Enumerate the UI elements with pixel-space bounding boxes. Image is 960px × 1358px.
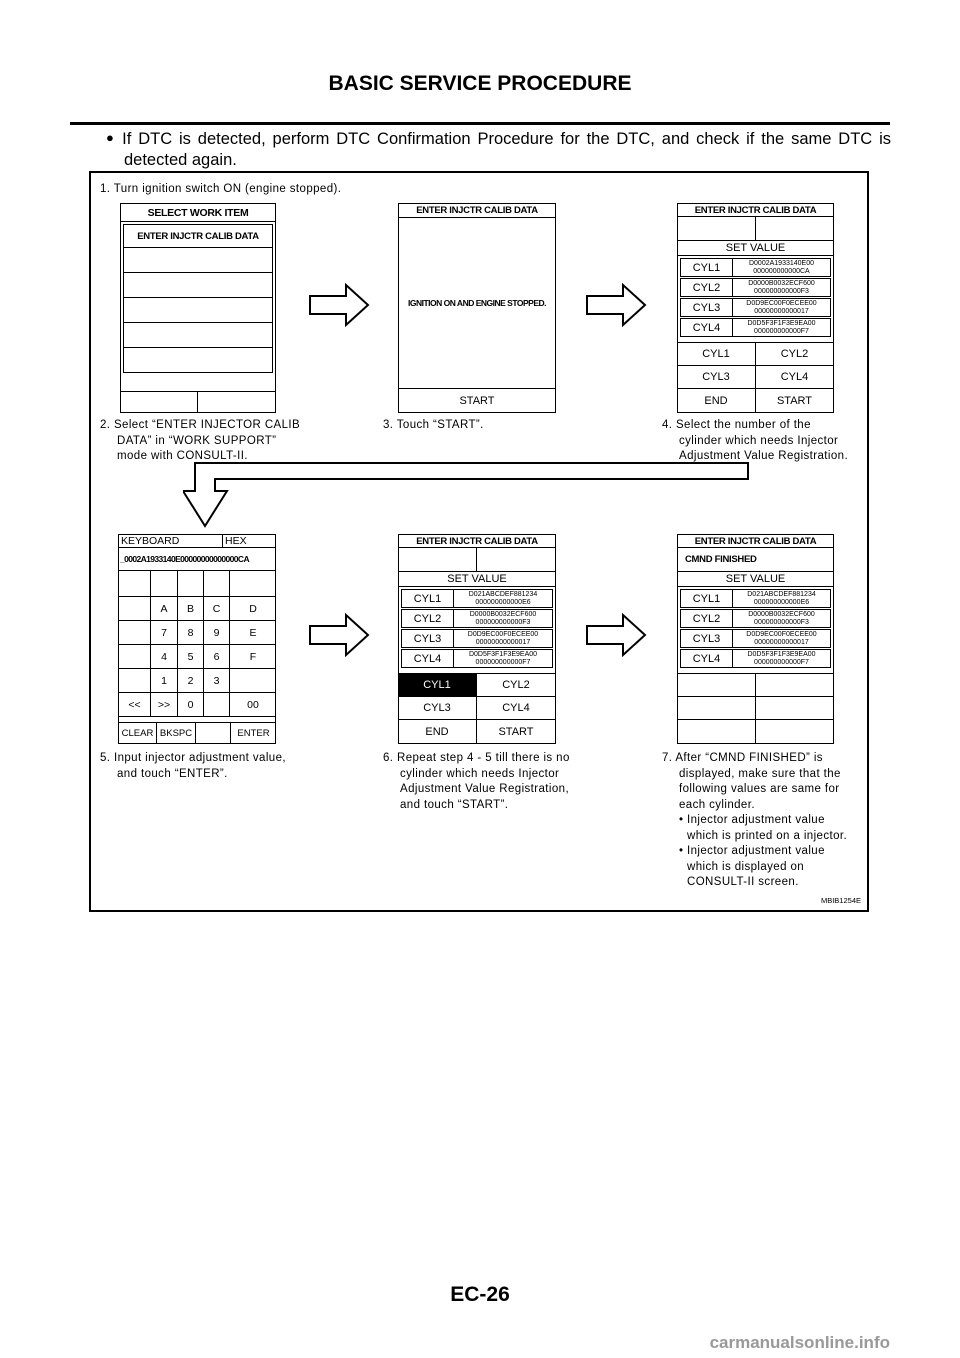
caption-line: DATA” in “WORK SUPPORT” bbox=[117, 434, 277, 447]
set-value-label: SET VALUE bbox=[677, 240, 834, 256]
page-number: EC-26 bbox=[450, 1283, 510, 1306]
caption-line: • Injector adjustment value bbox=[679, 845, 825, 857]
step7-caption bbox=[662, 751, 867, 891]
keyboard-key[interactable] bbox=[119, 596, 151, 621]
keyboard-key[interactable] bbox=[203, 571, 230, 597]
cyl-label: CYL4 bbox=[401, 649, 454, 668]
arrow-right-icon bbox=[308, 283, 370, 327]
blank-button[interactable] bbox=[677, 673, 756, 697]
caption-line: cylinder which needs Injector bbox=[400, 767, 560, 780]
keyboard-key[interactable] bbox=[119, 644, 151, 669]
cyl-label: CYL3 bbox=[680, 298, 733, 317]
value-line: D0000B0032ECF600 bbox=[748, 280, 815, 287]
arrow-right-icon bbox=[585, 613, 647, 657]
keyboard-key[interactable]: << bbox=[119, 692, 151, 717]
screen-set-value-2 bbox=[398, 534, 556, 744]
cyl-value bbox=[733, 589, 831, 608]
blank-cell bbox=[677, 216, 756, 241]
cyl-label: CYL4 bbox=[680, 649, 733, 668]
cyl-row bbox=[401, 589, 553, 608]
cyl-row bbox=[401, 609, 553, 628]
caption-line: each cylinder. bbox=[679, 798, 755, 811]
cyl-row bbox=[401, 649, 553, 668]
screen-ignition bbox=[398, 203, 556, 413]
backspace-key[interactable]: BKSPC bbox=[156, 722, 196, 744]
value-line: 00000000000017 bbox=[754, 639, 809, 646]
value-line: 00000000000017 bbox=[475, 639, 531, 646]
keyboard-key[interactable]: A bbox=[150, 596, 178, 621]
bullet-text: If DTC is detected, perform DTC Confirmation Procedure for the DTC, and check if the same DTC is detected again. bbox=[122, 130, 892, 169]
value-line: D0D5F3F1F3E9EA00 bbox=[747, 651, 816, 658]
enter-key[interactable]: ENTER bbox=[230, 722, 276, 744]
keyboard-key[interactable]: 6 bbox=[203, 644, 230, 669]
cyl2-button[interactable]: CYL2 bbox=[476, 673, 556, 697]
menu-item-enter-injctr-calib[interactable]: ENTER INJCTR CALIB DATA bbox=[123, 224, 273, 248]
start-button[interactable]: START bbox=[476, 719, 556, 744]
cyl-value bbox=[733, 278, 831, 297]
caption-line: and touch “START”. bbox=[400, 798, 509, 811]
cyl-row bbox=[680, 298, 831, 317]
keyboard-key[interactable]: 9 bbox=[203, 620, 230, 645]
keyboard-title: KEYBOARD bbox=[119, 535, 222, 548]
caption-line: Adjustment Value Registration. bbox=[679, 450, 849, 462]
value-line: D0000B0032ECF600 bbox=[469, 611, 537, 618]
screen1-footer-right[interactable] bbox=[198, 391, 276, 413]
keyboard-key[interactable]: 00 bbox=[229, 692, 276, 717]
caption-line: and touch “ENTER”. bbox=[117, 767, 228, 780]
keyboard-key[interactable]: 0 bbox=[177, 692, 204, 717]
caption-line: mode with CONSULT-II. bbox=[117, 450, 248, 462]
screen2-header: ENTER INJCTR CALIB DATA bbox=[399, 204, 555, 218]
blank-button[interactable] bbox=[755, 696, 834, 720]
value-line: D0D9EC00F0ECEE00 bbox=[746, 631, 817, 638]
screen1-header: SELECT WORK ITEM bbox=[121, 204, 275, 222]
keyboard-key[interactable] bbox=[119, 620, 151, 645]
keyboard-key[interactable] bbox=[229, 668, 276, 693]
arrow-right-icon bbox=[308, 613, 370, 657]
set-value-label: SET VALUE bbox=[398, 571, 556, 587]
caption-line: 2. Select “ENTER INJECTOR CALIB bbox=[100, 419, 301, 431]
menu-item-empty[interactable] bbox=[123, 348, 273, 373]
cyl-label: CYL2 bbox=[680, 278, 733, 297]
keyboard-key[interactable] bbox=[229, 571, 276, 597]
value-line: 000000000000F7 bbox=[754, 328, 809, 335]
screen-keyboard bbox=[118, 534, 276, 744]
cyl-value bbox=[733, 629, 831, 648]
cyl-value bbox=[733, 258, 831, 277]
keyboard-key[interactable]: 3 bbox=[203, 668, 230, 693]
keyboard-key[interactable] bbox=[203, 692, 230, 717]
menu-item-empty[interactable] bbox=[123, 248, 273, 273]
return-arrow-icon bbox=[183, 461, 753, 531]
blank-key[interactable] bbox=[195, 722, 231, 744]
step2-caption bbox=[100, 418, 350, 465]
value-line: D0D5F3F1F3E9EA00 bbox=[468, 651, 538, 658]
step3-caption: 3. Touch “START”. bbox=[383, 419, 484, 431]
cyl-value bbox=[733, 298, 831, 317]
caption-line: which is printed on a injector. bbox=[687, 829, 848, 842]
cyl-label: CYL4 bbox=[680, 318, 733, 337]
blank-button[interactable] bbox=[677, 719, 756, 744]
cyl-value bbox=[454, 589, 553, 608]
value-line: 000000000000F7 bbox=[754, 659, 809, 666]
value-line: 00000000000017 bbox=[754, 308, 809, 315]
watermark: carmanualsonline.info bbox=[709, 1333, 890, 1352]
cyl-label: CYL2 bbox=[401, 609, 454, 628]
step6-caption bbox=[383, 751, 643, 813]
menu-item-empty[interactable] bbox=[123, 273, 273, 298]
cyl-label: CYL1 bbox=[401, 589, 454, 608]
keyboard-key[interactable] bbox=[177, 571, 204, 597]
caption-line: displayed, make sure that the bbox=[679, 767, 841, 780]
caption-line: 4. Select the number of the bbox=[662, 419, 811, 431]
set-value-label: SET VALUE bbox=[677, 571, 834, 587]
keyboard-key[interactable]: 1 bbox=[150, 668, 178, 693]
value-line: 000000000000E6 bbox=[475, 599, 531, 606]
step4-caption bbox=[662, 418, 872, 465]
caption-line: 6. Repeat step 4 - 5 till there is no bbox=[383, 752, 570, 764]
cyl-label: CYL1 bbox=[680, 589, 733, 608]
keyboard-input[interactable]: _0002A1933140E00000000000000CA bbox=[119, 548, 275, 571]
cyl-value bbox=[454, 629, 553, 648]
keyboard-key[interactable]: 8 bbox=[177, 620, 204, 645]
caption-line: 7. After “CMND FINISHED” is bbox=[662, 752, 823, 764]
blank-button[interactable] bbox=[755, 719, 834, 744]
keyboard-key[interactable]: C bbox=[203, 596, 230, 621]
step1-caption: 1. Turn ignition switch ON (engine stopped). bbox=[100, 183, 342, 195]
cyl-row bbox=[680, 278, 831, 297]
start-button[interactable]: START bbox=[755, 388, 834, 413]
caption-line: CONSULT-II screen. bbox=[687, 876, 799, 888]
cyl3-button[interactable]: CYL3 bbox=[677, 365, 756, 389]
keyboard-mode: HEX bbox=[222, 535, 275, 548]
procedure-figure bbox=[89, 171, 869, 912]
screen6-header: ENTER INJCTR CALIB DATA bbox=[678, 535, 833, 548]
cyl1-button-selected[interactable]: CYL1 bbox=[398, 673, 477, 697]
blank-cell bbox=[398, 547, 477, 572]
cyl-label: CYL3 bbox=[401, 629, 454, 648]
end-button[interactable]: END bbox=[398, 719, 477, 744]
cyl2-button[interactable]: CYL2 bbox=[755, 342, 834, 366]
value-line: D0000B0032ECF600 bbox=[748, 611, 815, 618]
cyl-value bbox=[454, 609, 553, 628]
value-line: 000000000000F7 bbox=[475, 659, 531, 666]
cyl4-button[interactable]: CYL4 bbox=[755, 365, 834, 389]
cyl-row bbox=[680, 629, 831, 648]
cyl4-button[interactable]: CYL4 bbox=[476, 696, 556, 720]
bullet-paragraph bbox=[106, 127, 891, 171]
cmnd-finished-message: CMND FINISHED bbox=[677, 547, 834, 572]
step5-caption bbox=[100, 751, 360, 782]
cyl-row bbox=[680, 649, 831, 668]
blank-cell bbox=[476, 547, 556, 572]
value-line: 000000000000F3 bbox=[754, 619, 809, 626]
keyboard-key[interactable] bbox=[119, 571, 151, 597]
caption-line: • Injector adjustment value bbox=[679, 814, 825, 826]
screen-set-value bbox=[677, 203, 834, 413]
keyboard-key[interactable]: E bbox=[229, 620, 276, 645]
cyl-row bbox=[401, 629, 553, 648]
value-line: D0D5F3F1F3E9EA00 bbox=[747, 320, 816, 327]
keyboard-key[interactable] bbox=[150, 571, 178, 597]
figure-id: MBIB1254E bbox=[820, 896, 861, 905]
menu-item-empty[interactable] bbox=[123, 323, 273, 348]
keyboard-key[interactable] bbox=[119, 668, 151, 693]
keyboard-key[interactable]: B bbox=[177, 596, 204, 621]
cyl1-button[interactable]: CYL1 bbox=[677, 342, 756, 366]
value-line: D0002A1933140E00 bbox=[748, 260, 814, 267]
cyl-row bbox=[680, 258, 831, 277]
cyl-label: CYL2 bbox=[680, 609, 733, 628]
screen5-header: ENTER INJCTR CALIB DATA bbox=[399, 535, 555, 548]
blank-cell bbox=[755, 216, 834, 241]
cyl-value bbox=[733, 649, 831, 668]
value-line: D0D9EC00F0ECEE00 bbox=[746, 300, 817, 307]
caption-line: which is displayed on bbox=[687, 860, 805, 873]
screen-select-work-item bbox=[120, 203, 276, 413]
value-line: D021ABCDEF881234 bbox=[747, 591, 816, 598]
keyboard-key[interactable]: 7 bbox=[150, 620, 178, 645]
value-line: 000000000000F3 bbox=[475, 619, 531, 626]
cyl-row bbox=[680, 318, 831, 337]
page-title: BASIC SERVICE PROCEDURE bbox=[328, 72, 632, 95]
arrow-right-icon bbox=[585, 283, 647, 327]
screen3-header: ENTER INJCTR CALIB DATA bbox=[678, 204, 833, 217]
caption-line: cylinder which needs Injector bbox=[679, 434, 839, 447]
caption-line: following values are same for bbox=[679, 783, 840, 795]
blank-button[interactable] bbox=[677, 696, 756, 720]
blank-button[interactable] bbox=[755, 673, 834, 697]
keyboard-key[interactable]: F bbox=[229, 644, 276, 669]
value-line: 000000000000F3 bbox=[754, 288, 809, 295]
end-button[interactable]: END bbox=[677, 388, 756, 413]
bullet-icon: ● bbox=[106, 130, 117, 145]
keyboard-key[interactable]: >> bbox=[150, 692, 178, 717]
cyl-label: CYL1 bbox=[680, 258, 733, 277]
keyboard-key[interactable]: 4 bbox=[150, 644, 178, 669]
screen-cmnd-finished bbox=[677, 534, 834, 744]
cyl-label: CYL3 bbox=[680, 629, 733, 648]
cyl-value bbox=[733, 609, 831, 628]
menu-item-empty[interactable] bbox=[123, 298, 273, 323]
keyboard-key[interactable]: 5 bbox=[177, 644, 204, 669]
value-line: 000000000000CA bbox=[753, 268, 810, 275]
caption-line: Adjustment Value Registration, bbox=[400, 783, 570, 795]
title-rule bbox=[70, 122, 890, 125]
cyl3-button[interactable]: CYL3 bbox=[398, 696, 477, 720]
cyl-value bbox=[733, 318, 831, 337]
value-line: D0D9EC00F0ECEE00 bbox=[467, 631, 539, 638]
screen1-footer-left[interactable] bbox=[120, 391, 198, 413]
ignition-message: IGNITION ON AND ENGINE STOPPED. bbox=[408, 298, 546, 308]
cyl-row bbox=[680, 609, 831, 628]
keyboard-key[interactable]: 2 bbox=[177, 668, 204, 693]
cyl-value bbox=[454, 649, 553, 668]
start-button[interactable]: START bbox=[398, 388, 556, 413]
value-line: 000000000000E6 bbox=[753, 599, 810, 606]
clear-key[interactable]: CLEAR bbox=[119, 722, 157, 744]
cyl-row bbox=[680, 589, 831, 608]
caption-line: 5. Input injector adjustment value, bbox=[100, 752, 286, 764]
keyboard-key[interactable]: D bbox=[229, 596, 276, 621]
value-line: D021ABCDEF881234 bbox=[468, 591, 538, 598]
